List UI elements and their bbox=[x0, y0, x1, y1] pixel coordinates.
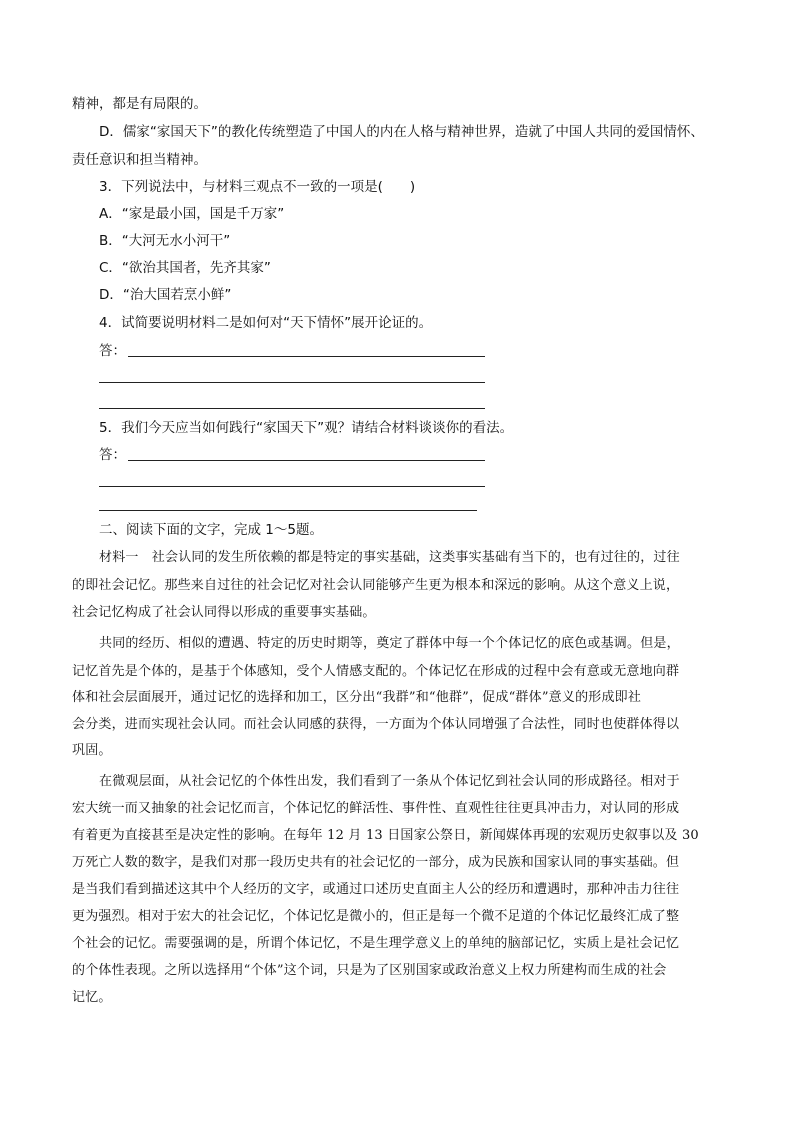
passage-line: 的个体性表现。之所以选择用“个体”这个词，只是为了区别国家或政治意义上权力所建构而生成的社会 bbox=[72, 963, 667, 978]
passage-line: 巩固。 bbox=[72, 743, 112, 758]
passage-line: 万死亡人数的数字，是我们对那一段历史共有的社会记忆的一部分，成为民族和国家认同的事实基础。但 bbox=[72, 855, 680, 870]
question-5: 5．我们今天应当如何践行“家国天下”观？请结合材料谈谈你的看法。 bbox=[99, 420, 514, 436]
passage-line: 材料一 社会认同的发生所依赖的都是特定的事实基础，这类事实基础有当下的，也有过往的，过往 bbox=[99, 550, 680, 565]
passage-line: 共同的经历、相似的遭遇、特定的历史时期等，奠定了群体中每一个个体记忆的底色或基调。但是， bbox=[99, 636, 680, 651]
passage-line: 个社会的记忆。需要强调的是，所谓个体记忆，不是生理学意义上的单纯的脑部记忆，实质上是社会记忆 bbox=[72, 936, 680, 951]
option-d: D．“治大国若烹小鲜” bbox=[99, 287, 232, 303]
passage-line: 记忆首先是个体的，是基于个体感知，受个人情感支配的。个体记忆在形成的过程中会有意或无意地向群 bbox=[72, 664, 680, 679]
answer-line[interactable] bbox=[99, 382, 485, 383]
passage-line: 体和社会层面展开，通过记忆的选择和加工，区分出“我群”和“他群”，促成“群体”意义的形成即社 bbox=[72, 690, 642, 705]
passage-line: 记忆。 bbox=[72, 990, 112, 1005]
option-b: B．“大河无水小河干” bbox=[99, 233, 231, 249]
option-a: A．“家是最小国，国是千万家” bbox=[99, 206, 285, 222]
answer-label: 答： bbox=[99, 447, 126, 463]
question-4: 4．试简要说明材料二是如何对“天下情怀”展开论证的。 bbox=[99, 315, 433, 331]
answer-line[interactable] bbox=[99, 408, 485, 409]
passage-line: 更为强烈。相对于宏大的社会记忆，个体记忆是微小的，但正是每一个微不足道的个体记忆最终汇成了整 bbox=[72, 909, 680, 924]
question-3: 3．下列说法中，与材料三观点不一致的一项是( ) bbox=[99, 179, 416, 195]
answer-line[interactable] bbox=[128, 460, 485, 461]
option-c: C．“欲治其国者，先齐其家” bbox=[99, 260, 271, 276]
passage-line: 是当我们看到描述这其中个人经历的文字，或通过口述历史直面主人公的经历和遭遇时，那种冲击力往往 bbox=[72, 882, 680, 897]
passage-line: 宏大统一而又抽象的社会记忆而言，个体记忆的鲜活性、事件性、直观性往往更具冲击力，对认同的形成 bbox=[72, 801, 680, 816]
option-d-prev: D．儒家“家国天下”的教化传统塑造了中国人的内在人格与精神世界，造就了中国人共同的爱国情怀、 bbox=[99, 124, 704, 140]
section-heading: 二、阅读下面的文字，完成 1～5题。 bbox=[99, 522, 323, 538]
answer-line[interactable] bbox=[128, 356, 485, 357]
passage-line: 的即社会记忆。那些来自过往的社会记忆对社会认同能够产生更为根本和深远的影响。从这个意义上说， bbox=[72, 578, 680, 593]
passage-line: 在微观层面，从社会记忆的个体性出发，我们看到了一条从个体记忆到社会认同的形成路径。相对于 bbox=[99, 774, 680, 789]
passage-line: 有着更为直接甚至是决定性的影响。在每年 12 月 13 日国家公祭日，新闻媒体再现的宏观历史叙事以及 30 bbox=[72, 828, 699, 843]
text-line: 责任意识和担当精神。 bbox=[72, 152, 207, 168]
passage-line: 会分类，进而实现社会认同。而社会认同感的获得，一方面为个体认同增强了合法性，同时也使群体得以 bbox=[72, 717, 680, 732]
answer-line[interactable] bbox=[99, 510, 477, 511]
answer-label: 答： bbox=[99, 343, 126, 359]
answer-line[interactable] bbox=[99, 486, 485, 487]
text-line: 精神，都是有局限的。 bbox=[72, 96, 207, 112]
passage-line: 社会记忆构成了社会认同得以形成的重要事实基础。 bbox=[72, 605, 376, 620]
